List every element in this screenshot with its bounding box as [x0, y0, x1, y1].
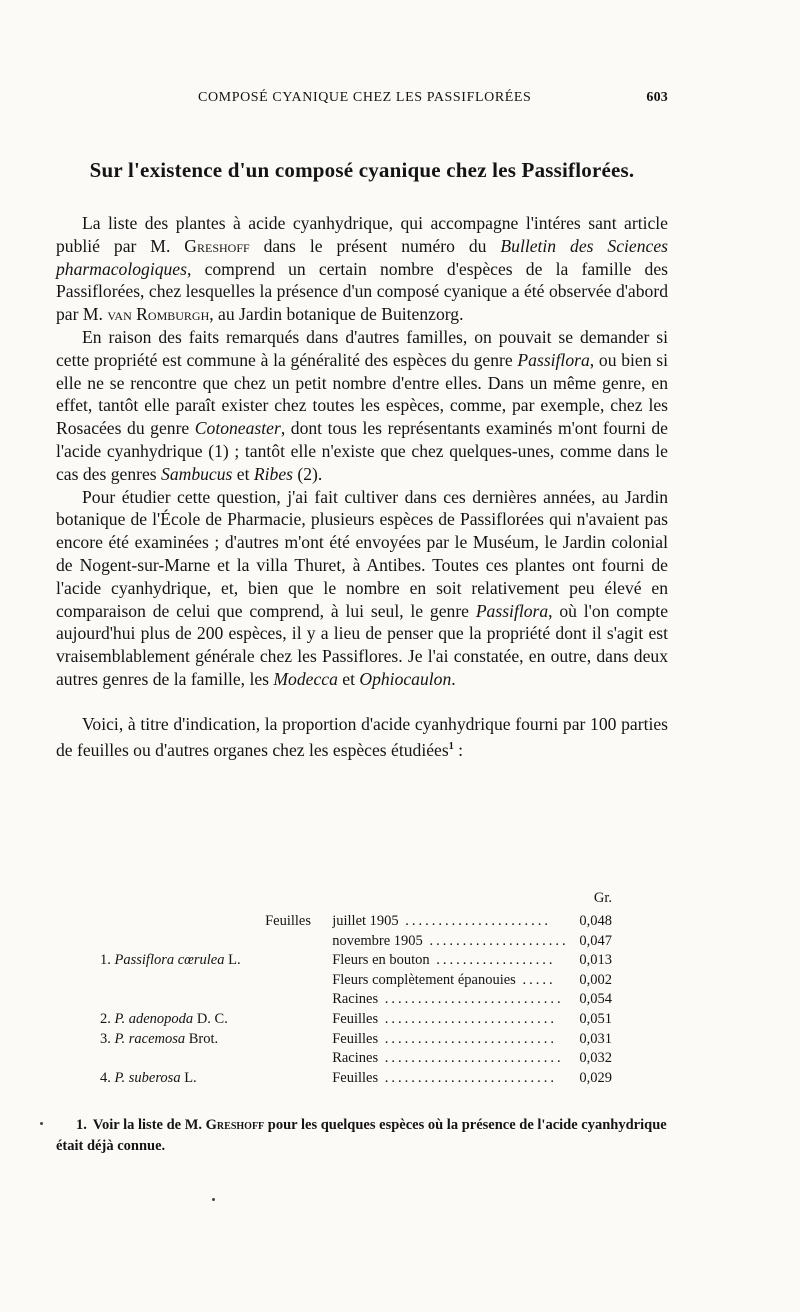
article-body — [56, 212, 668, 761]
dot-leader: ........................... — [378, 991, 564, 1008]
running-header — [56, 90, 668, 112]
species-author: L. — [224, 952, 241, 969]
species-author: D. C. — [193, 1010, 228, 1027]
text-run: (2). — [292, 463, 323, 484]
organ-group-cell — [265, 1010, 332, 1030]
text-run: , au Jardin botanique de Buitenzorg. — [209, 304, 464, 325]
dot-leader: .......................... — [378, 1010, 557, 1027]
organ-cell — [332, 912, 568, 932]
organ-label: Racines — [332, 991, 379, 1008]
organ-group-cell — [265, 951, 332, 971]
table-row — [100, 1030, 612, 1050]
dot-leader: .................. — [429, 952, 556, 969]
italic-term: Passiflora — [517, 349, 590, 370]
text-run: et — [232, 463, 254, 484]
italic-term: Ribes — [253, 463, 293, 484]
organ-cell — [332, 932, 568, 952]
text-run: pour les quelques espèces où la présence de l'acide cyanhydrique était déjà connue. — [56, 1117, 667, 1154]
hcn-value: 0,051 — [579, 1010, 612, 1027]
table-row — [100, 971, 612, 991]
organ-label: Feuilles — [332, 1030, 379, 1047]
organ-label: novembre 1905 — [332, 932, 423, 949]
table-row — [100, 912, 612, 932]
page-number: 603 — [646, 90, 668, 105]
text-run: Pour étudier cette question, j'ai fait cultiver dans ces dernières années, au Jardin botanique de l'École de Pharmacie, plusieurs espèces de Passiflorées qui n'avaient pas encore été examinées ; d'autres m'ont été envoyées par le Muséum, le Jardin colonial de Nogent-sur-Marne et la villa Thuret, à Antibes. Toutes ces plantes ont fourni de l'acide cyanhydrique, et, bien que le nombre en soit relativement peu élevé en comparaison de celui que comprend, à lui seul, le genre — [56, 486, 668, 621]
organ-label: Fleurs en bouton — [332, 952, 430, 969]
organ-group-cell — [265, 1069, 332, 1089]
paragraph — [56, 486, 668, 691]
species-cell — [100, 990, 265, 1010]
species-name: Passiflora cœrulea — [114, 952, 225, 969]
text-run: . — [451, 668, 456, 689]
species-cell — [100, 932, 265, 952]
hcn-data-table — [100, 912, 612, 1088]
organ-label: juillet 1905 — [332, 913, 399, 929]
organ-cell — [332, 1049, 568, 1069]
species-number: 2. — [100, 1010, 115, 1027]
species-name: P. adenopoda — [114, 1010, 194, 1027]
organ-group-cell — [265, 1030, 332, 1050]
table-unit: Gr. — [593, 890, 612, 906]
table-intro-text: Voici, à titre d'indication, la proportion d'acide cyanhydrique fourni par 100 parties de feuilles ou d'autres organes chez les espèces étudiées — [56, 713, 668, 760]
text-run: et — [337, 668, 360, 689]
species-name: P. racemosa — [114, 1030, 186, 1047]
species-cell — [100, 1049, 265, 1069]
species-cell — [100, 912, 265, 932]
organ-group-cell — [265, 990, 332, 1010]
species-cell — [100, 1010, 265, 1030]
species-name: P. suberosa — [114, 1069, 181, 1086]
italic-term: Modecca — [273, 668, 338, 689]
organ-cell — [332, 951, 568, 971]
footnote-number: 1. — [76, 1117, 87, 1133]
footnote-text — [56, 1117, 667, 1154]
dot-leader: .......................... — [378, 1069, 557, 1086]
text-run: , dont tous les représentants examinés m'ont fourni de l'acide cyanhydrique (1) ; tantôt elle n'existe que chez quelques-unes, comme dans le cas des genres — [56, 418, 668, 484]
hcn-value: 0,002 — [579, 971, 612, 988]
hcn-value: 0,047 — [579, 932, 612, 949]
table-row — [100, 1069, 612, 1089]
species-number: 4. — [100, 1069, 115, 1086]
footnote — [56, 1115, 668, 1157]
italic-term: Bulletin des Sciences pharmacologiques — [56, 235, 668, 279]
species-cell — [100, 971, 265, 991]
text-run: Voir la liste de M. — [92, 1117, 206, 1133]
organ-label: Racines — [332, 1050, 379, 1067]
dot-leader: ...................... — [398, 913, 552, 929]
hcn-value: 0,013 — [579, 952, 612, 969]
organ-cell — [332, 1010, 568, 1030]
dot-leader: .......................... — [378, 1030, 557, 1047]
table-row — [100, 951, 612, 971]
organ-cell — [332, 990, 568, 1010]
species-cell — [100, 951, 265, 971]
organ-cell — [332, 1030, 568, 1050]
organ-group-cell — [265, 971, 332, 991]
organ-group-cell — [265, 1049, 332, 1069]
italic-term: Ophiocaulon — [359, 668, 452, 689]
dot-leader: ..................... — [422, 932, 569, 949]
author-name: van Romburgh — [107, 304, 210, 325]
organ-group-cell — [265, 932, 332, 952]
organ-label: Fleurs complètement épanouies — [332, 971, 516, 988]
paragraph — [56, 212, 668, 326]
hcn-value: 0,054 — [579, 991, 612, 1008]
organ-cell — [332, 971, 568, 991]
species-author: Brot. — [185, 1030, 219, 1047]
dot-leader: ........................... — [378, 1050, 564, 1067]
author-name: Greshoff — [205, 1117, 265, 1133]
italic-term: Sambucus — [161, 463, 233, 484]
italic-term: Cotoneaster — [194, 418, 281, 439]
stray-mark — [212, 1198, 215, 1201]
table-row — [100, 932, 612, 952]
organ-label: Feuilles — [332, 1069, 379, 1086]
table-row — [100, 1010, 612, 1030]
text-run: , comprend un certain nombre d'espèces de la famille des Passiflorées, chez lesquelles la présence d'un composé cyanique a été observée d'abord par M. — [56, 258, 668, 325]
organ-cell — [332, 1069, 568, 1089]
hcn-value: 0,048 — [579, 913, 612, 929]
hcn-value: 0,029 — [579, 1069, 612, 1086]
author-name: Greshoff — [184, 235, 250, 256]
paragraph — [56, 326, 668, 486]
organ-label: Feuilles — [332, 1010, 379, 1027]
species-number: 1. — [100, 952, 115, 969]
species-cell — [100, 1069, 265, 1089]
species-author: L. — [180, 1069, 197, 1086]
text-run: La liste des plantes à acide cyanhydrique, qui accompagne l'intéres sant article publié par M. — [56, 213, 668, 256]
text-run: , où l'on compte aujourd'hui plus de 200 espèces, il y a lieu de penser que la propriété dont il s'agit est vraisemblablement générale chez les Passiflores. Je l'ai constatée, en outre, dans deux autres genres de la famille, les — [56, 600, 669, 689]
species-number: 3. — [100, 1030, 115, 1047]
italic-term: Passiflora — [475, 600, 549, 621]
article-title: Sur l'existence d'un composé cyanique chez les Passiflorées. — [89, 158, 635, 182]
table-row — [100, 990, 612, 1010]
hcn-value: 0,031 — [579, 1030, 612, 1047]
table-row — [100, 1049, 612, 1069]
text-run: , ou bien si elle ne se rencontre que chez un petit nombre d'entre elles. Dans un même genre, en effet, tantôt elle paraît exister chez toutes les espèces, comme, par exemple, chez les Rosacées du genre — [56, 349, 668, 439]
species-cell — [100, 1030, 265, 1050]
organ-group-cell: Feuilles — [265, 913, 312, 929]
text-run: En raison des faits remarqués dans d'autres familles, on pouvait se demander si cette propriété est commune à la généralité des espèces du genre — [56, 326, 668, 370]
dot-leader: ..... — [515, 971, 556, 988]
hcn-value: 0,032 — [579, 1050, 612, 1067]
text-run: dans le présent numéro du — [249, 235, 501, 256]
footnote-reference: 1 — [448, 740, 454, 752]
stray-mark — [40, 1122, 43, 1125]
table-intro-colon: : — [453, 739, 463, 760]
table-intro-paragraph — [56, 713, 668, 761]
running-title: COMPOSÉ CYANIQUE CHEZ LES PASSIFLORÉES — [198, 90, 532, 105]
